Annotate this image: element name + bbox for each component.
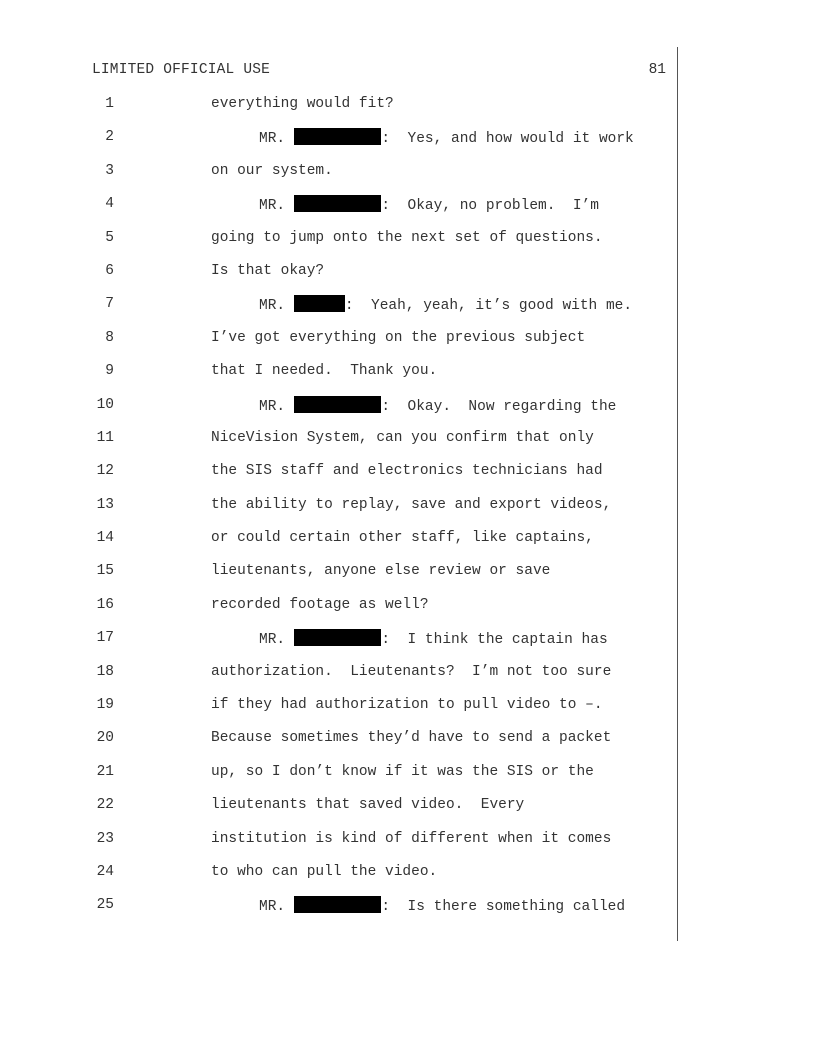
transcript-line <box>0 462 680 495</box>
line-text: or could certain other staff, like captains, <box>211 530 594 547</box>
line-number: 18 <box>96 663 114 680</box>
transcript-line <box>0 763 680 796</box>
transcript-line <box>0 329 680 362</box>
speaker-line <box>259 896 625 916</box>
line-text: lieutenants that saved video. Every <box>211 797 525 814</box>
speaker-label: MR. <box>259 131 294 148</box>
transcript-line <box>0 229 680 262</box>
line-number: 1 <box>105 96 114 112</box>
transcript-line <box>0 529 680 562</box>
line-number: 6 <box>105 262 114 279</box>
line-text: lieutenants, anyone else review or save <box>211 563 551 580</box>
speaker-line <box>259 295 632 315</box>
transcript-line <box>0 162 680 195</box>
line-text: going to jump onto the next set of questions. <box>211 229 603 246</box>
line-text: institution is kind of different when it comes <box>211 830 612 847</box>
line-text: the SIS staff and electronics technicians had <box>211 463 603 480</box>
speaker-label: MR. <box>259 198 294 215</box>
line-number: 10 <box>96 396 114 413</box>
transcript-line <box>0 629 680 662</box>
utterance-text: : I think the captain has <box>381 632 608 649</box>
speaker-line <box>259 629 608 649</box>
utterance-text: : Okay. Now regarding the <box>381 398 617 415</box>
transcript-line <box>0 295 680 328</box>
transcript-line <box>0 796 680 829</box>
line-text: to who can pull the video. <box>211 863 438 880</box>
line-number: 5 <box>105 229 114 246</box>
line-text: on our system. <box>211 162 333 179</box>
transcript-line <box>0 496 680 529</box>
transcript-line <box>0 262 680 295</box>
transcript-line <box>0 362 680 395</box>
speaker-label: MR. <box>259 632 294 649</box>
classification-header: LIMITED OFFICIAL USE <box>92 62 271 78</box>
line-number: 12 <box>96 463 114 480</box>
line-text: if they had authorization to pull video to –. <box>211 697 603 714</box>
transcript-line <box>0 429 680 462</box>
transcript-line <box>0 596 680 629</box>
transcript-line <box>0 128 680 161</box>
line-text: that I needed. Thank you. <box>211 363 438 380</box>
line-text: authorization. Lieutenants? I’m not too sure <box>211 663 612 680</box>
line-number: 3 <box>105 162 114 179</box>
redaction-box <box>294 629 382 646</box>
line-text: everything would fit? <box>211 96 394 112</box>
page-number: 81 <box>648 62 666 78</box>
speaker-line <box>259 195 599 215</box>
line-number: 22 <box>96 797 114 814</box>
line-text: up, so I don’t know if it was the SIS or the <box>211 763 594 780</box>
utterance-text: : Yeah, yeah, it’s good with me. <box>344 298 633 315</box>
line-number: 13 <box>96 496 114 513</box>
speaker-label: MR. <box>259 398 294 415</box>
utterance-text: : Yes, and how would it work <box>381 131 634 148</box>
transcript-line <box>0 896 680 929</box>
line-text: the ability to replay, save and export videos, <box>211 496 612 513</box>
line-text: Is that okay? <box>211 262 325 279</box>
speaker-line <box>259 396 616 416</box>
transcript-line <box>0 95 680 128</box>
utterance-text: : Okay, no problem. I’m <box>381 198 599 215</box>
transcript-line <box>0 396 680 429</box>
speaker-label: MR. <box>259 899 294 916</box>
transcript-line <box>0 830 680 863</box>
line-number: 23 <box>96 830 114 847</box>
utterance-text: : Is there something called <box>381 899 626 916</box>
redaction-box <box>294 396 382 413</box>
line-number: 19 <box>96 697 114 714</box>
transcript-lines <box>0 95 680 930</box>
speaker-label: MR. <box>259 298 294 315</box>
line-number: 2 <box>105 129 114 146</box>
line-number: 24 <box>96 863 114 880</box>
redaction-box <box>294 295 345 312</box>
line-number: 15 <box>96 563 114 580</box>
line-number: 20 <box>96 730 114 747</box>
redaction-box <box>294 896 382 913</box>
redaction-box <box>294 128 382 145</box>
line-text: I’ve got everything on the previous subject <box>211 329 586 346</box>
line-text: Because sometimes they’d have to send a packet <box>211 730 612 747</box>
line-number: 9 <box>105 363 114 380</box>
transcript-line <box>0 863 680 896</box>
speaker-line <box>259 128 634 148</box>
transcript-line <box>0 663 680 696</box>
line-number: 14 <box>96 530 114 547</box>
transcript-line <box>0 696 680 729</box>
redaction-box <box>294 195 382 212</box>
transcript-line <box>0 729 680 762</box>
line-number: 7 <box>105 296 114 313</box>
line-number: 17 <box>96 630 114 647</box>
line-number: 21 <box>96 763 114 780</box>
line-text: recorded footage as well? <box>211 596 429 613</box>
transcript-line <box>0 562 680 595</box>
line-number: 16 <box>96 596 114 613</box>
line-number: 25 <box>96 897 114 914</box>
transcript-line <box>0 195 680 228</box>
line-number: 4 <box>105 196 114 213</box>
line-number: 11 <box>96 429 114 446</box>
line-number: 8 <box>105 329 114 346</box>
line-text: NiceVision System, can you confirm that only <box>211 429 594 446</box>
